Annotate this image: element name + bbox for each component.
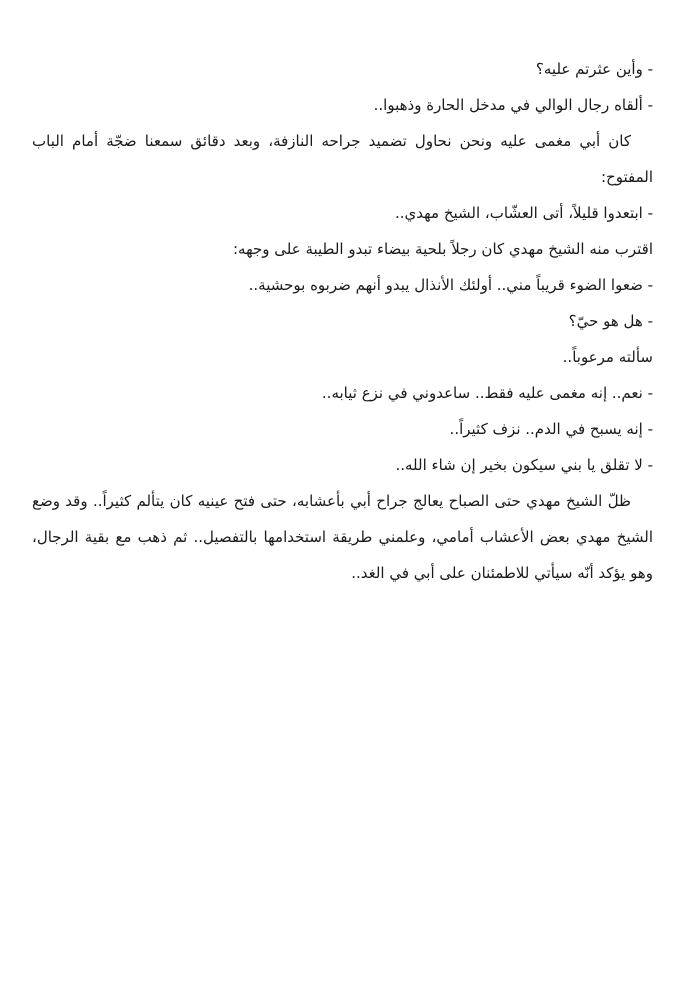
narrative-line: اقترب منه الشيخ مهدي كان رجلاً بلحية بيضاء تبدو الطيبة على وجهه: — [232, 240, 653, 258]
dialogue-line: - إنه يسبح في الدم.. نزف كثيراً.. — [449, 420, 653, 438]
dialogue-line: - نعم.. إنه مغمى عليه فقط.. ساعدوني في نزع ثيابه.. — [321, 384, 653, 402]
dialogue-line: - وأين عثرتم عليه؟ — [535, 60, 653, 78]
dialogue-line: - لا تقلق يا بني سيكون بخير إن شاء الله.. — [395, 456, 653, 474]
dialogue-line: - ألقاه رجال الوالي في مدخل الحارة وذهبوا.. — [373, 96, 653, 114]
dialogue-line: - ابتعدوا قليلاً، أتى العشّاب، الشيخ مهدي.. — [394, 204, 653, 222]
narrative-paragraph: كان أبي مغمى عليه ونحن نحاول تضميد جراحه النازفة، وبعد دقائق سمعنا ضجّة أمام الباب المفتوح: — [32, 132, 653, 186]
story-text — [32, 51, 653, 591]
dialogue-line: - هل هو حيّ؟ — [568, 312, 653, 330]
narrative-line: سألته مرعوباً.. — [562, 348, 653, 366]
dialogue-line: - ضعوا الضوء قريباً مني.. أولئك الأنذال يبدو أنهم ضربوه بوحشية.. — [248, 276, 653, 294]
narrative-paragraph: ظلّ الشيخ مهدي حتى الصباح يعالج جراح أبي بأعشابه، حتى فتح عينيه كان يتألم كثيراً.. وقد وضع الشيخ مهدي بعض الأعشاب أمامي، وعلمني طريقة استخدامها بالتفصيل.. ثم ذهب مع بقية الرجال، وهو يؤكد أنّه سيأتي للاطمئنان على أبي في الغد.. — [32, 492, 653, 582]
